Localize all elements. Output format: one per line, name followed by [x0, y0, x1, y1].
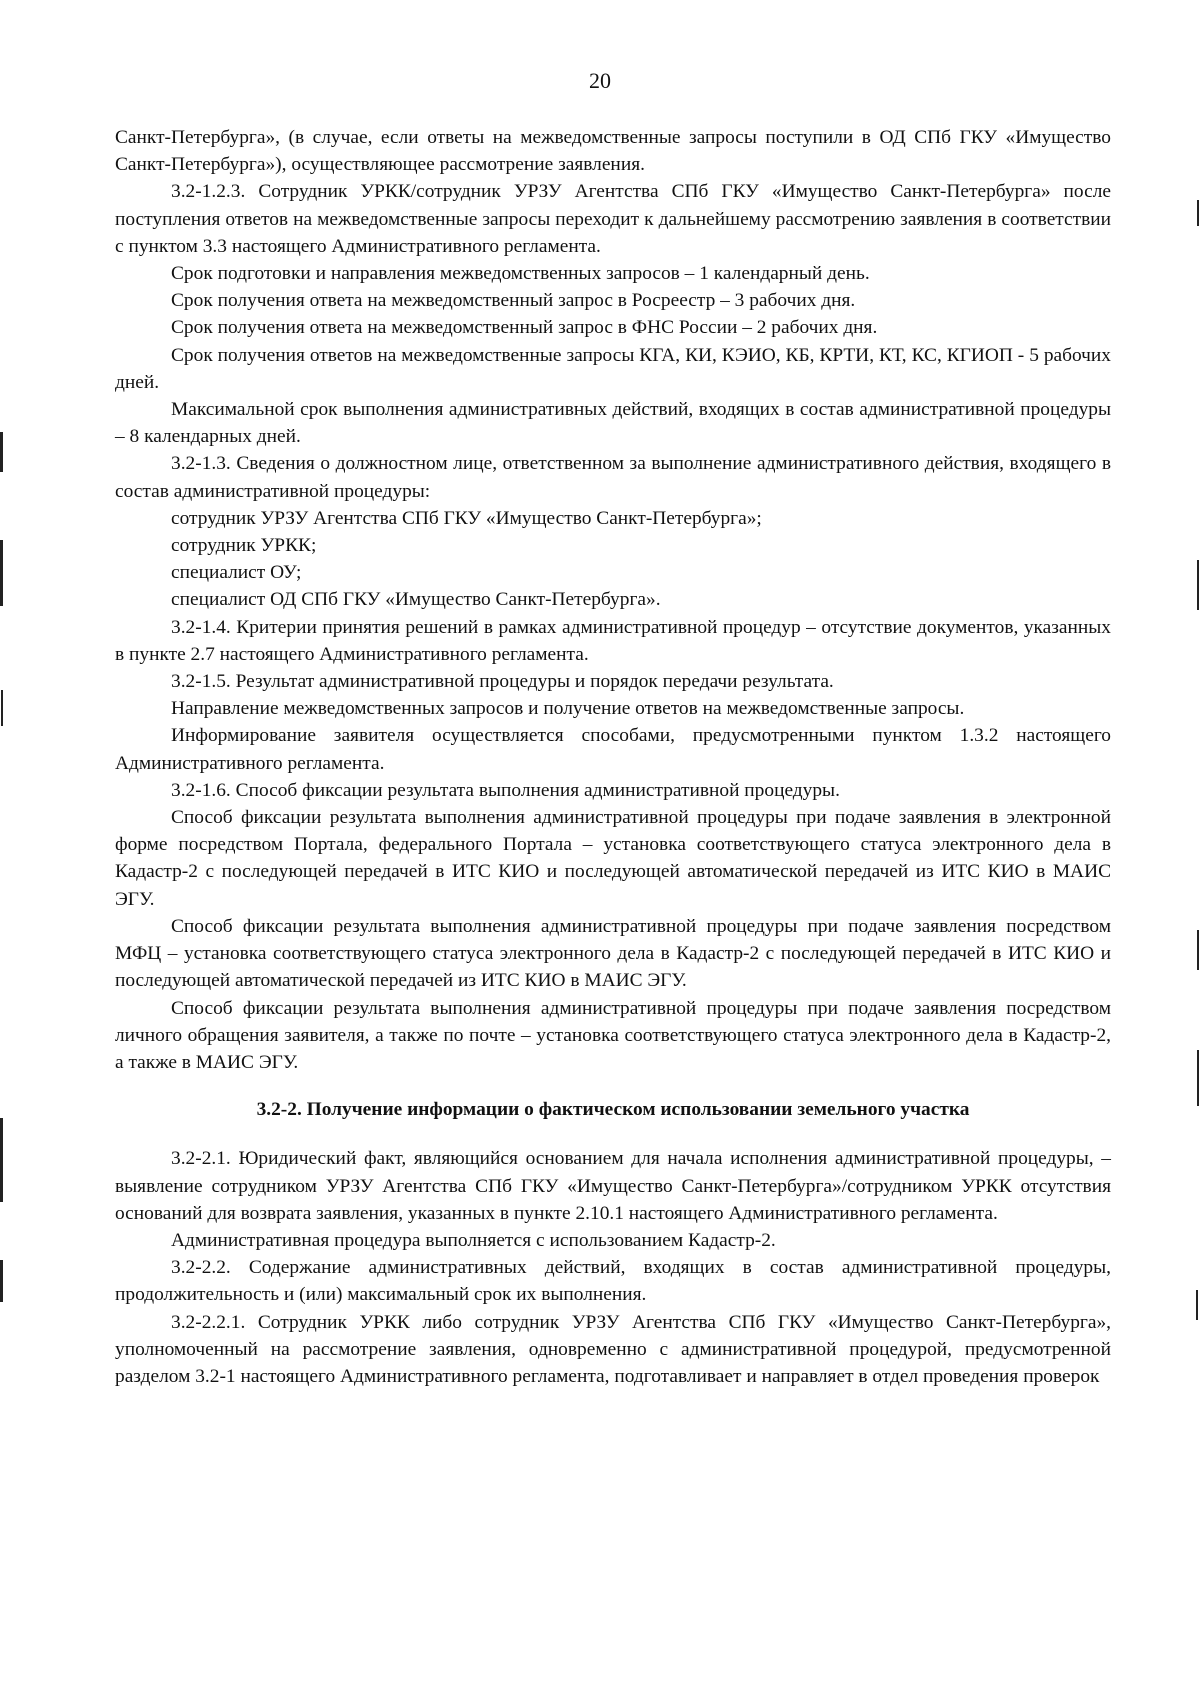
- paragraph: Способ фиксации результата выполнения административной процедуры при подаче заявления посредством личного обращения заявителя, а также по почте – установка соответствующего статуса электронного дела в Кадастр-2, а также в МАИС ЭГУ.: [115, 997, 1111, 1073]
- paragraph: 3.2-2.2.1. Сотрудник УРКК либо сотрудник УРЗУ Агентства СПб ГКУ «Имущество Санкт-Петербурга», уполномоченный на рассмотрение заявления, одновременно с административной процедурой, предусмотренной разделом 3.2-1 настоящего Административного регламента, подготавливает и направляет в отдел проведения проверок: [115, 1311, 1111, 1387]
- paragraph: Срок получения ответа на межведомственный запрос в ФНС России – 2 рабочих дня.: [171, 317, 878, 339]
- paragraph: Направление межведомственных запросов и получение ответов на межведомственные запросы.: [171, 698, 965, 720]
- scan-mark: [0, 1260, 3, 1302]
- scan-mark: [1197, 200, 1199, 226]
- scan-mark: [1197, 1050, 1199, 1106]
- paragraph: 3.2-2.1. Юридический факт, являющийся основанием для начала исполнения административной процедуры, – выявление сотрудником УРЗУ Агентства СПб ГКУ «Имущество Санкт-Петербурга»/сотрудником УРКК отсутствия оснований для возврата заявления, указанных в пункте 2.10.1 настоящего Административного регламента.: [115, 1148, 1111, 1224]
- paragraph: Срок подготовки и направления межведомственных запросов – 1 календарный день.: [171, 263, 870, 285]
- paragraph: специалист ОД СПб ГКУ «Имущество Санкт-Петербурга».: [171, 589, 661, 611]
- paragraph: 3.2-1.4. Критерии принятия решений в рамках административной процедур – отсутствие документов, указанных в пункте 2.7 настоящего Административного регламента.: [115, 616, 1111, 665]
- scan-mark: [0, 1118, 3, 1202]
- scan-mark: [0, 432, 3, 472]
- paragraph: Максимальной срок выполнения административных действий, входящих в состав административной процедуры – 8 календарных дней.: [115, 399, 1111, 448]
- paragraph: 3.2-1.2.3. Сотрудник УРКК/сотрудник УРЗУ Агентства СПб ГКУ «Имущество Санкт-Петербурга» после поступления ответов на межведомственные запросы переходит к дальнейшему рассмотрению заявления в соответствии с пунктом 3.3 настоящего Административного регламента.: [115, 181, 1111, 257]
- paragraph: 3.2-1.6. Способ фиксации результата выполнения административной процедуры.: [171, 779, 840, 801]
- scan-mark: [1197, 930, 1199, 970]
- paragraph: 3.2-1.3. Сведения о должностном лице, ответственном за выполнение административного действия, входящего в состав административной процедуры:: [115, 453, 1111, 502]
- paragraph: Способ фиксации результата выполнения административной процедуры при подаче заявления посредством МФЦ – установка соответствующего статуса электронного дела в Кадастр-2 с последующей передачей в ИТС КИО и последующей автоматической передачей из ИТС КИО в МАИС ЭГУ.: [115, 915, 1111, 992]
- scan-mark: [0, 540, 3, 606]
- page-number: 20: [589, 68, 611, 93]
- paragraph: Административная процедура выполняется с использованием Кадастр-2.: [171, 1229, 776, 1251]
- paragraph: Санкт-Петербурга», (в случае, если ответы на межведомственные запросы поступили в ОД СПб ГКУ «Имущество Санкт-Петербурга»), осуществляющее рассмотрение заявления.: [115, 127, 1111, 176]
- paragraph: специалист ОУ;: [171, 562, 302, 584]
- paragraph: сотрудник УРЗУ Агентства СПб ГКУ «Имущество Санкт-Петербурга»;: [171, 507, 762, 529]
- scan-mark: [1, 690, 3, 726]
- paragraph: Информирование заявителя осуществляется способами, предусмотренными пунктом 1.3.2 настоящего Административного регламента.: [115, 725, 1111, 774]
- paragraph: 3.2-2.2. Содержание административных действий, входящих в состав административной процедуры, продолжительность и (или) максимальный срок их выполнения.: [115, 1257, 1111, 1306]
- paragraph: Способ фиксации результата выполнения административной процедуры при подаче заявления в электронной форме посредством Портала, федерального Портала – установка соответствующего статуса электронного дела в Кадастр-2 с последующей передачей в ИТС КИО и последующей автоматической передачей из ИТС КИО в МАИС ЭГУ.: [115, 807, 1111, 910]
- paragraph: Срок получения ответа на межведомственный запрос в Росреестр – 3 рабочих дня.: [171, 290, 856, 312]
- document-body: [115, 124, 1111, 1390]
- paragraph: Срок получения ответов на межведомственные запросы КГА, КИ, КЭИО, КБ, КРТИ, КТ, КС, КГИОП - 5 рабочих дней.: [115, 344, 1111, 393]
- paragraph: сотрудник УРКК;: [171, 535, 317, 557]
- section-heading: 3.2-2. Получение информации о фактическом использовании земельного участка: [256, 1099, 970, 1121]
- scan-mark: [1196, 1290, 1198, 1320]
- scan-mark: [1197, 560, 1199, 610]
- paragraph: 3.2-1.5. Результат административной процедуры и порядок передачи результата.: [171, 671, 834, 693]
